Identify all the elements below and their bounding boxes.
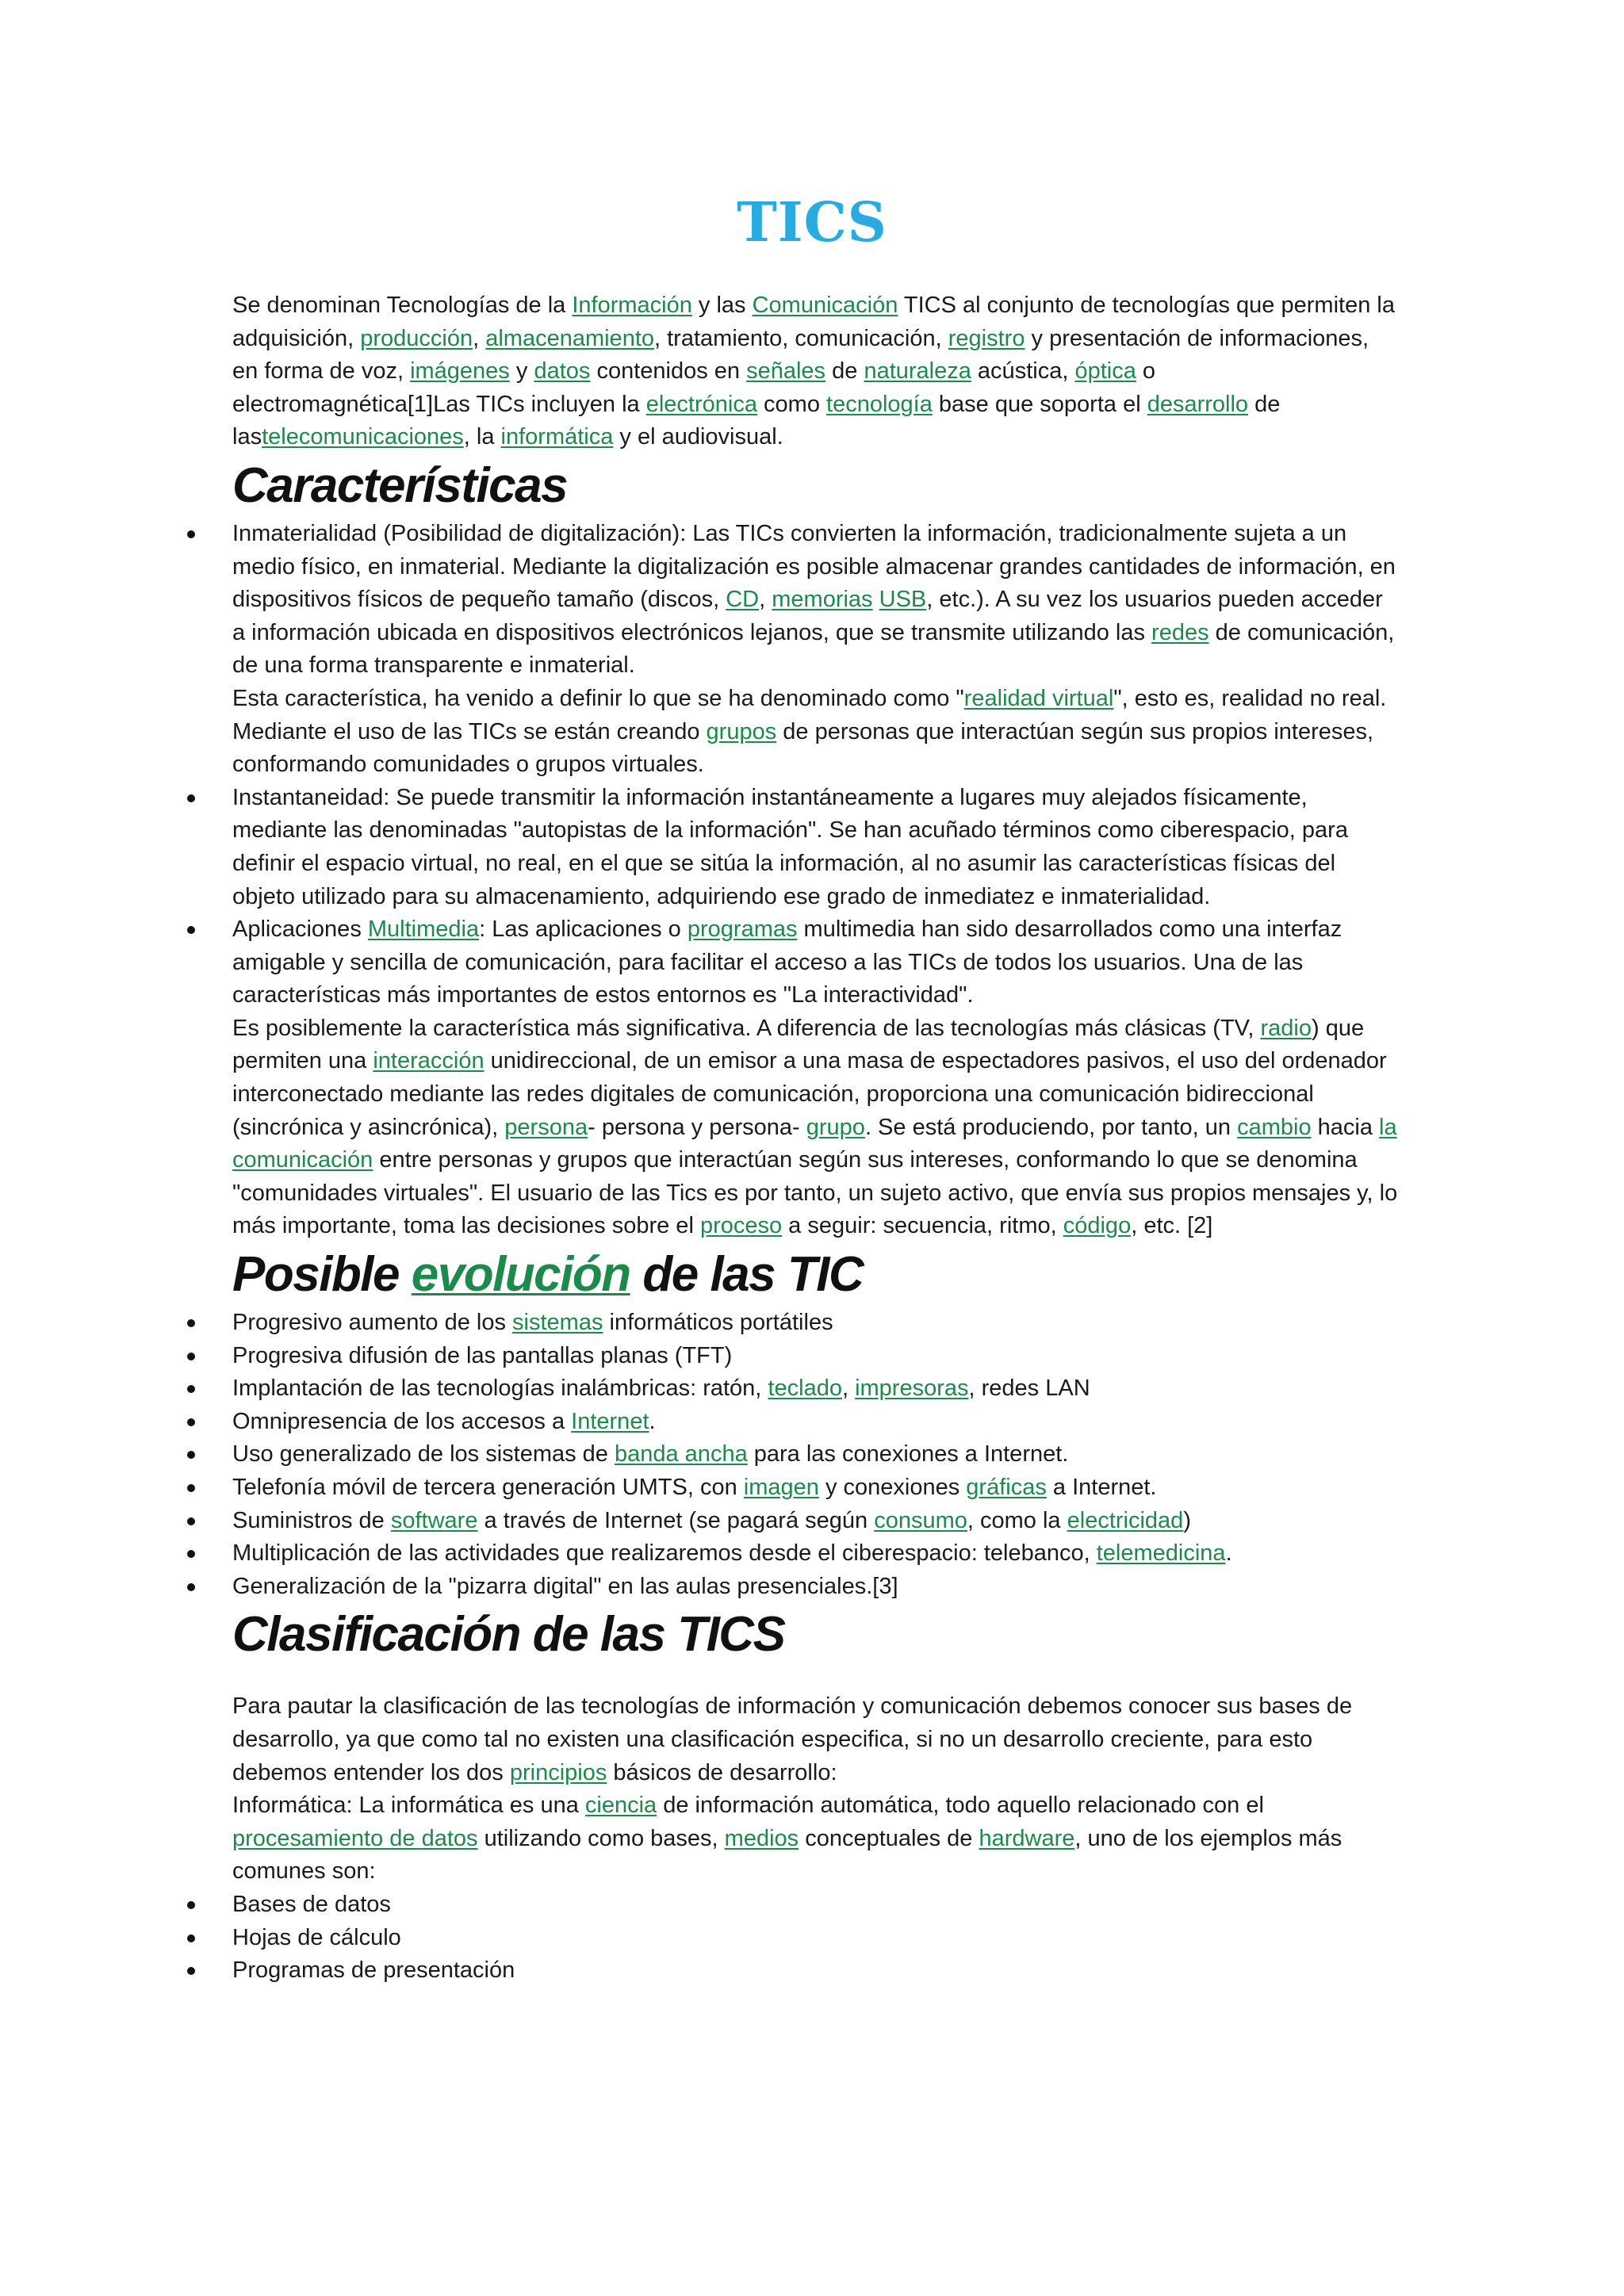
hyperlink[interactable]: teclado <box>768 1376 842 1402</box>
text-run: Para pautar la clasificación de las tecnologías de información y comunicación debemos conocer sus bases de desarrollo, ya que como tal no existen una clasificación especifica, si no un desarrollo creciente, para esto debemos entender los dos <box>232 1693 1353 1785</box>
hyperlink[interactable]: tecnología <box>826 391 933 417</box>
list-item <box>232 1406 1398 1439</box>
text-run: Programas de presentación <box>232 1957 515 1984</box>
hyperlink[interactable]: cambio <box>1237 1114 1312 1140</box>
text-run: . <box>649 1408 656 1434</box>
text-run: Se denominan Tecnologías de la <box>232 293 573 318</box>
text-run: y <box>509 358 534 385</box>
text-run: , tratamiento, comunicación, <box>654 325 948 351</box>
hyperlink[interactable]: impresoras <box>855 1376 969 1402</box>
text-run: contenidos en <box>590 358 747 385</box>
hyperlink[interactable]: naturaleza <box>864 358 971 385</box>
hyperlink[interactable]: consumo <box>874 1507 967 1533</box>
text-run: a seguir: secuencia, ritmo, <box>782 1213 1063 1239</box>
hyperlink[interactable]: imagen <box>743 1475 819 1500</box>
text-run: y conexiones <box>818 1475 967 1500</box>
hyperlink[interactable]: principios <box>509 1759 607 1785</box>
heading-evolucion <box>232 1243 1398 1307</box>
document-body <box>232 289 1398 1988</box>
text-run: , <box>841 1376 856 1402</box>
hyperlink[interactable]: código <box>1063 1213 1132 1239</box>
text-run: , uno de los ejemplos más comunes son: <box>232 1825 1342 1885</box>
text-run: de <box>825 358 864 385</box>
text-run: Telefonía móvil de tercera generación UMTS, con <box>232 1475 744 1500</box>
hyperlink[interactable]: telemedicina <box>1096 1540 1226 1567</box>
list-item <box>232 1888 1398 1922</box>
list-item <box>232 1954 1398 1988</box>
text-run: y presentación de informaciones, en forma de voz, <box>232 325 1369 385</box>
text-run: : Las aplicaciones o <box>479 916 688 943</box>
list-item <box>232 1340 1398 1373</box>
text-run: hacia <box>1311 1114 1380 1140</box>
text-run: multimedia han sido desarrollados como una interfaz amigable y sencilla de comunicación, para facilitar el acceso a las TICs de todos los usuarios. Una de las características más importantes de estos entornos es "La interactividad". <box>232 916 1342 1008</box>
hyperlink[interactable]: la comunicación <box>232 1114 1397 1173</box>
text-run: informáticos portátiles <box>603 1310 833 1336</box>
classification-list <box>232 1888 1398 1988</box>
list-item <box>232 518 1398 782</box>
text-run: Es posiblemente la característica más significativa. A diferencia de las tecnologías más clásicas (TV, <box>232 1015 1261 1041</box>
hyperlink[interactable]: imágenes <box>410 358 510 385</box>
text-run: de las <box>232 391 1281 450</box>
hyperlink[interactable]: informática <box>500 424 614 450</box>
text-run: - persona y persona- <box>588 1114 806 1140</box>
hyperlink[interactable]: CD <box>726 587 760 613</box>
text-run: Informática: La informática es una <box>232 1793 585 1819</box>
text-run: , etc.). A su vez los usuarios pueden acceder a información ubicada en dispositivos electrónicos lejanos, que se transmite utilizando las <box>232 587 1383 645</box>
text-run: acústica, <box>971 358 1075 385</box>
hyperlink[interactable]: software <box>390 1507 478 1533</box>
text-run: Suministros de <box>232 1507 391 1533</box>
hyperlink[interactable]: señales <box>746 358 826 385</box>
hyperlink[interactable]: Comunicación <box>752 293 898 318</box>
text-run: , como la <box>967 1507 1067 1533</box>
text-run: ) <box>1183 1507 1191 1533</box>
text-run: ) que permiten una <box>232 1015 1365 1074</box>
classification-paragraph <box>232 1690 1398 1888</box>
hyperlink[interactable]: evolución <box>411 1247 630 1303</box>
hyperlink[interactable]: banda ancha <box>614 1441 748 1468</box>
hyperlink[interactable]: interacción <box>373 1048 485 1074</box>
list-item <box>232 913 1398 1243</box>
text-run: básicos de desarrollo: <box>607 1759 837 1785</box>
evolution-list <box>232 1307 1398 1603</box>
text-run: . Se está produciendo, por tanto, un <box>864 1114 1238 1140</box>
text-run: Bases de datos <box>232 1891 391 1917</box>
text-run: o electromagnética[1]Las TICs incluyen la <box>232 358 1156 417</box>
list-item <box>232 782 1398 913</box>
hyperlink[interactable]: sistemas <box>512 1310 603 1336</box>
hyperlink[interactable]: redes <box>1151 619 1209 645</box>
text-run: Esta característica, ha venido a definir lo que se ha denominado como " <box>232 685 964 711</box>
text-run: , redes LAN <box>968 1376 1090 1402</box>
text-run: Multiplicación de las actividades que realizaremos desde el ciberespacio: telebanco, <box>232 1540 1097 1567</box>
text-run: ", esto es, realidad no real. Mediante el uso de las TICs se están creando <box>232 685 1387 744</box>
hyperlink[interactable]: telecomunicaciones <box>262 424 464 450</box>
text-run: de las TIC <box>630 1247 864 1303</box>
hyperlink[interactable]: hardware <box>979 1825 1075 1851</box>
hyperlink[interactable]: programas <box>687 916 798 943</box>
text-run: a través de Internet (se pagará según <box>477 1507 875 1533</box>
hyperlink[interactable]: datos <box>534 358 591 385</box>
text-run: Hojas de cálculo <box>232 1924 401 1950</box>
text-run: como <box>756 391 827 417</box>
hyperlink[interactable]: Información <box>572 293 692 318</box>
list-item <box>232 1438 1398 1471</box>
text-run <box>873 587 879 612</box>
text-run: Progresiva difusión de las pantallas planas (TFT) <box>232 1342 733 1368</box>
text-run: Omnipresencia de los accesos a <box>232 1408 572 1434</box>
text-run: Instantaneidad: Se puede transmitir la información instantáneamente a lugares muy alejados físicamente, mediante las denominadas "autopistas de la información". Se han acuñado términos como ciberespacio, para definir el espacio virtual, no real, en el que se sitúa la información, al no asumir las características físicas del objeto utilizado para su almacenamiento, adquiriendo ese grado de inmediatez e inmaterialidad. <box>232 784 1348 909</box>
text-run: y el audiovisual. <box>613 424 783 450</box>
text-run: TICS al conjunto de tecnologías que permiten la adquisición, <box>232 293 1395 351</box>
text-run: utilizando como bases, <box>477 1825 725 1851</box>
list-item <box>232 1372 1398 1406</box>
hyperlink[interactable]: óptica <box>1074 358 1136 385</box>
text-run: base que soporta el <box>932 391 1147 417</box>
text-run: a Internet. <box>1046 1475 1157 1500</box>
text-run: , etc. [2] <box>1131 1213 1213 1239</box>
hyperlink[interactable]: desarrollo <box>1147 391 1249 417</box>
hyperlink[interactable]: persona <box>504 1114 588 1140</box>
text-run: Uso generalizado de los sistemas de <box>232 1441 615 1468</box>
text-run: Generalización de la "pizarra digital" en las aulas presenciales.[3] <box>232 1573 898 1599</box>
hyperlink[interactable]: Multimedia <box>367 916 480 943</box>
document-title: TICS <box>737 191 887 254</box>
text-run: entre personas y grupos que interactúan según sus intereses, conformando lo que se denomina "comunidades virtuales". El usuario de las Tics es por tanto, un sujeto activo, que envía sus propios mensajes y, lo más importante, toma las decisiones sobre el <box>232 1147 1398 1239</box>
text-run: Aplicaciones <box>232 916 368 943</box>
hyperlink[interactable]: ciencia <box>584 1793 657 1819</box>
text-run: de comunicación, de una forma transparente e inmaterial. <box>232 619 1395 679</box>
hyperlink[interactable]: memorias <box>772 587 873 613</box>
text-run: y las <box>691 293 753 318</box>
text-run: de personas que interactúan según sus propios intereses, conformando comunidades o grupos virtuales. <box>232 718 1374 778</box>
text-run: Implantación de las tecnologías inalámbricas: ratón, <box>232 1376 768 1402</box>
text-run: conceptuales de <box>799 1825 979 1851</box>
hyperlink[interactable]: realidad virtual <box>963 685 1114 711</box>
hyperlink[interactable]: proceso <box>699 1213 783 1239</box>
hyperlink[interactable]: electricidad <box>1067 1507 1184 1533</box>
text-run: Inmaterialidad (Posibilidad de digitalización): Las TICs convierten la información, tradicionalmente sujeta a un medio físico, en inmaterial. Mediante la digitalización es posible almacenar grandes cantidades de información, en dispositivos físicos de pequeño tamaño (discos, <box>232 520 1396 613</box>
hyperlink[interactable]: radio <box>1260 1015 1312 1041</box>
intro-paragraph <box>232 289 1398 454</box>
hyperlink[interactable]: procesamiento de datos <box>232 1825 478 1851</box>
text-run: unidireccional, de un emisor a una masa de espectadores pasivos, el uso del ordenador interconectado mediante las redes digitales de comunicación, proporciona una comunicación bidireccional (sincrónica y asincrónica), <box>232 1048 1387 1140</box>
list-item <box>232 1922 1398 1955</box>
text-run: Posible <box>232 1247 412 1303</box>
text-run: . <box>1225 1540 1232 1567</box>
hyperlink[interactable]: Internet <box>571 1408 649 1434</box>
list-item <box>232 1537 1398 1571</box>
hyperlink[interactable]: producción <box>360 325 473 351</box>
hyperlink[interactable]: USB <box>879 587 927 613</box>
list-item <box>232 1571 1398 1604</box>
hyperlink[interactable]: medios <box>724 1825 799 1851</box>
heading-clasificacion: Clasificación de las TICS <box>232 1607 785 1663</box>
heading-caracteristicas: Características <box>232 457 568 513</box>
text-run: de información automática, todo aquello relacionado con el <box>657 1793 1264 1819</box>
text-run: para las conexiones a Internet. <box>747 1441 1069 1468</box>
list-item <box>232 1505 1398 1538</box>
list-item <box>232 1307 1398 1340</box>
text-run: , <box>473 325 486 351</box>
characteristics-list <box>232 518 1398 1243</box>
text-run: , <box>759 587 772 613</box>
text-run: Progresivo aumento de los <box>232 1310 513 1336</box>
hyperlink[interactable]: electrónica <box>645 391 757 417</box>
hyperlink[interactable]: almacenamiento <box>485 325 655 351</box>
hyperlink[interactable]: registro <box>948 325 1025 351</box>
hyperlink[interactable]: gráficas <box>966 1475 1047 1500</box>
hyperlink[interactable]: grupos <box>706 718 777 744</box>
hyperlink[interactable]: grupo <box>806 1114 865 1140</box>
text-run: , la <box>463 424 501 450</box>
list-item <box>232 1471 1398 1505</box>
